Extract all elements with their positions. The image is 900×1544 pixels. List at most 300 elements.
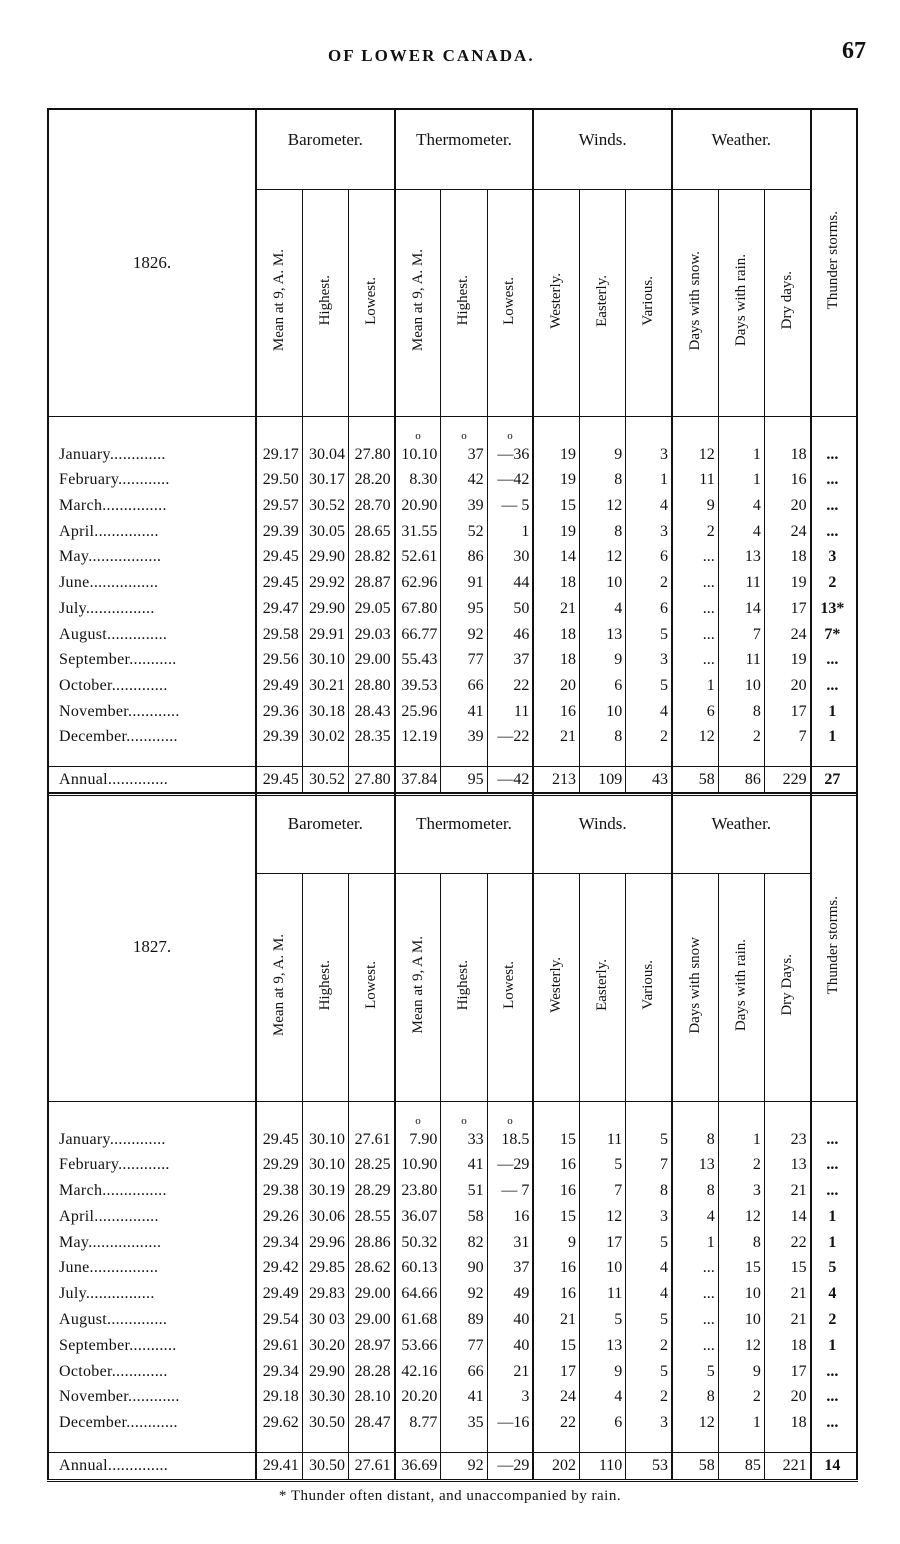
data-cell: 23.80 [395,1178,441,1204]
data-cell: 4 [718,493,764,519]
data-cell: 28.65 [348,519,394,545]
month-label: February............ [59,471,170,489]
data-cell: 13 [580,1333,626,1359]
data-cell: 95 [441,596,487,622]
data-cell: 10 [580,1256,626,1282]
data-cell: 9 [533,1230,579,1256]
annual-row [48,1452,857,1480]
data-cell: 66 [441,673,487,699]
data-cell: 29.17 [256,442,302,468]
data-cell: 92 [441,1281,487,1307]
data-cell: 86 [441,545,487,571]
data-cell: 42.16 [395,1359,441,1385]
data-cell: 13 [672,1152,718,1178]
data-cell: 27.61 [348,1452,394,1480]
data-cell: 18 [533,622,579,648]
data-cell: 17 [533,1359,579,1385]
data-cell: 28.86 [348,1230,394,1256]
thunder-cell: ... [811,442,857,468]
data-cell: 29.39 [256,725,302,751]
data-cell: 12 [672,725,718,751]
data-cell: 29.83 [302,1281,348,1307]
data-cell: 92 [441,1452,487,1480]
month-label: May................. [59,548,162,566]
month-label: July................ [59,1285,155,1303]
data-cell: ... [672,622,718,648]
annual-row [48,766,857,794]
data-cell: 66 [441,1359,487,1385]
data-cell: —16 [487,1410,533,1436]
data-cell: 1 [672,1230,718,1256]
table-row [48,1333,857,1359]
month-label: Annual.............. [48,1452,256,1480]
data-cell: 2 [718,1384,764,1410]
data-cell: 8 [672,1127,718,1153]
data-cell: 19 [533,467,579,493]
data-cell: 30.06 [302,1204,348,1230]
data-cell: 3 [487,1384,533,1410]
data-cell: 15 [718,1256,764,1282]
data-cell: 40 [487,1333,533,1359]
data-cell: 21 [533,1307,579,1333]
table-row [48,1256,857,1282]
data-cell: 12.19 [395,725,441,751]
data-cell: 22 [487,673,533,699]
year-label: 1827. [48,793,256,1101]
data-cell: 58 [672,766,718,794]
data-cell: 18 [533,570,579,596]
data-cell: 37.84 [395,766,441,794]
column-header: Lowest. [362,961,379,1010]
data-cell: 51 [441,1178,487,1204]
data-cell: 5 [626,1359,672,1385]
data-cell: 8 [718,699,764,725]
data-cell: 8 [580,519,626,545]
data-cell: 6 [580,1410,626,1436]
data-cell: 110 [580,1452,626,1480]
data-cell: 77 [441,647,487,673]
data-cell: 29.50 [256,467,302,493]
table-row [48,1127,857,1153]
data-cell: 20 [764,673,810,699]
table-row [48,1410,857,1436]
month-label: August.............. [59,1311,168,1328]
year-label: 1826. [48,109,256,417]
data-cell: 50.32 [395,1230,441,1256]
data-cell: 5 [626,1230,672,1256]
data-cell: 5 [672,1359,718,1385]
data-cell: 30.52 [302,766,348,794]
month-label: June................ [59,1259,159,1277]
data-cell: 11 [580,1127,626,1153]
table-1827-wrapper [47,792,858,1482]
thunder-cell: 3 [811,545,857,571]
data-cell: 8 [580,467,626,493]
data-cell: 29.49 [256,1281,302,1307]
thunder-cell: 7* [811,622,857,648]
data-cell: 29.45 [256,766,302,794]
month-label: January............. [59,445,166,463]
data-cell: 16 [533,1281,579,1307]
data-cell: 30 03 [302,1307,348,1333]
month-label: April............... [59,1207,159,1225]
month-label: September........... [59,1336,177,1354]
data-cell: 28.20 [348,467,394,493]
table-row [48,493,857,519]
data-cell: 37 [487,647,533,673]
footnote: * Thunder often distant, and unaccompanied by rain. [278,1488,622,1504]
data-cell: 2 [626,1333,672,1359]
weather-group-header: Weather. [672,109,811,190]
column-header: Mean at 9, A. M. [270,249,287,352]
data-cell: 30.18 [302,699,348,725]
data-cell: 29.39 [256,519,302,545]
data-cell: 6 [626,596,672,622]
data-cell: 29.91 [302,622,348,648]
column-header: Westerly. [548,957,565,1013]
data-cell: 95 [441,766,487,794]
thunder-storms-header: Thunder storms. [825,211,842,310]
table-row [48,1230,857,1256]
table-row [48,647,857,673]
data-cell: 9 [580,1359,626,1385]
data-cell: 17 [764,1359,810,1385]
data-cell: 10 [718,673,764,699]
data-cell: 90 [441,1256,487,1282]
thunder-cell: 1 [811,1204,857,1230]
data-cell: 6 [580,673,626,699]
data-cell: 3 [626,647,672,673]
data-cell: 20 [764,1384,810,1410]
data-cell: 16 [533,1152,579,1178]
thunder-cell: 1 [811,1333,857,1359]
data-cell: 11 [487,699,533,725]
thermometer-group-header: Thermometer. [395,793,534,874]
data-cell: 15 [764,1256,810,1282]
data-cell: 23 [764,1127,810,1153]
data-cell: 29.92 [302,570,348,596]
data-cell: 29.96 [302,1230,348,1256]
data-cell: 28.87 [348,570,394,596]
data-cell: — 5 [487,493,533,519]
thunder-storms-header: Thunder storms. [825,895,842,995]
data-cell: 9 [718,1359,764,1385]
data-cell: 21 [487,1359,533,1385]
table-row [48,1204,857,1230]
data-cell: 30.50 [302,1452,348,1480]
data-cell: 1 [487,519,533,545]
month-label: Annual.............. [48,766,256,794]
data-cell: 22 [533,1410,579,1436]
data-cell: 33 [441,1127,487,1153]
data-cell: 10 [718,1281,764,1307]
data-cell: 27.80 [348,766,394,794]
month-label: August.............. [59,625,168,643]
data-cell: 20.90 [395,493,441,519]
data-cell: 29.03 [348,622,394,648]
data-cell: 28.62 [348,1256,394,1282]
data-cell: 29.38 [256,1178,302,1204]
data-cell: 36.69 [395,1452,441,1480]
data-cell: 29.34 [256,1359,302,1385]
data-cell: 29.34 [256,1230,302,1256]
data-cell: 9 [672,493,718,519]
data-cell: 28.70 [348,493,394,519]
column-header: Lowest. [501,961,518,1010]
month-label: December............ [59,728,178,746]
data-cell: ... [672,1307,718,1333]
data-cell: ... [672,1281,718,1307]
data-cell: 3 [626,1410,672,1436]
data-cell: 11 [718,570,764,596]
month-label: September........... [59,651,177,669]
thunder-cell: 4 [811,1281,857,1307]
data-cell: 1 [718,1127,764,1153]
data-cell: 28.82 [348,545,394,571]
degree-mark: o [487,1101,533,1126]
data-cell: ... [672,1333,718,1359]
data-cell: 13 [580,622,626,648]
thunder-cell: 2 [811,1307,857,1333]
data-cell: 29.29 [256,1152,302,1178]
data-cell: 27.61 [348,1127,394,1153]
data-cell: 8 [672,1178,718,1204]
data-cell: 2 [718,725,764,751]
data-cell: 41 [441,699,487,725]
data-cell: ... [672,647,718,673]
data-cell: 67.80 [395,596,441,622]
data-cell: 4 [580,1384,626,1410]
data-cell: 46 [487,622,533,648]
column-header: Mean at 9, A. M. [270,934,287,1037]
data-cell: 25.96 [395,699,441,725]
thunder-cell: ... [811,647,857,673]
data-cell: 29.57 [256,493,302,519]
data-cell: 28.35 [348,725,394,751]
table-row [48,570,857,596]
data-cell: ... [672,1256,718,1282]
data-cell: 10 [580,570,626,596]
data-cell: 66.77 [395,622,441,648]
data-cell: —29 [487,1152,533,1178]
data-cell: 29.00 [348,1281,394,1307]
thunder-cell: 13* [811,596,857,622]
data-cell: 5 [626,1307,672,1333]
data-cell: 20.20 [395,1384,441,1410]
column-header: Easterly. [594,959,611,1012]
data-cell: 24 [764,622,810,648]
data-cell: 29.47 [256,596,302,622]
winds-group-header: Winds. [533,109,672,190]
data-cell: 30.10 [302,1127,348,1153]
data-cell: 60.13 [395,1256,441,1282]
data-cell: 3 [626,1204,672,1230]
data-cell: 29.18 [256,1384,302,1410]
table-row [48,596,857,622]
data-cell: 12 [580,493,626,519]
data-cell: 21 [764,1281,810,1307]
data-cell: 16 [487,1204,533,1230]
thunder-cell: ... [811,673,857,699]
data-cell: 4 [580,596,626,622]
table-row [48,673,857,699]
degree-mark: o [395,1101,441,1126]
weather-table-1826 [47,108,858,796]
data-cell: 30.10 [302,1152,348,1178]
thunder-cell: ... [811,1359,857,1385]
thunder-cell: 2 [811,570,857,596]
data-cell: 5 [626,673,672,699]
data-cell: 30.30 [302,1384,348,1410]
data-cell: 9 [580,647,626,673]
data-cell: 7 [764,725,810,751]
data-cell: 3 [626,519,672,545]
month-label: November............ [59,1388,180,1406]
page-number: 67 [842,38,866,64]
data-cell: 8 [718,1230,764,1256]
data-cell: 109 [580,766,626,794]
data-cell: 15 [533,1204,579,1230]
data-cell: 8 [580,725,626,751]
data-cell: 28.29 [348,1178,394,1204]
data-cell: 28.47 [348,1410,394,1436]
data-cell: 30 [487,545,533,571]
data-cell: 29.42 [256,1256,302,1282]
data-cell: 58 [672,1452,718,1480]
data-cell: 8.30 [395,467,441,493]
column-header: Days with rain. [732,939,749,1032]
month-label: October............. [59,1362,168,1380]
thunder-cell: 1 [811,1230,857,1256]
data-cell: 12 [672,1410,718,1436]
thermometer-group-header: Thermometer. [395,109,534,190]
data-cell: 7.90 [395,1127,441,1153]
data-cell: 29.85 [302,1256,348,1282]
data-cell: 10 [580,699,626,725]
data-cell: 16 [764,467,810,493]
data-cell: 16 [533,1178,579,1204]
month-label: December............ [59,1414,178,1432]
month-label: October............. [59,676,168,694]
degree-mark: o [441,1101,487,1126]
month-label: May................. [59,1233,162,1251]
data-cell: 5 [626,622,672,648]
data-cell: 53.66 [395,1333,441,1359]
data-cell: 14 [718,596,764,622]
data-cell: 28.28 [348,1359,394,1385]
table-row [48,545,857,571]
table-row [48,1152,857,1178]
column-header: Dry Days. [778,954,795,1016]
data-cell: 9 [580,442,626,468]
column-header: Various. [640,960,657,1010]
table-row [48,622,857,648]
data-cell: 2 [626,725,672,751]
thunder-cell: 14 [811,1452,857,1480]
data-cell: 2 [718,1152,764,1178]
data-cell: 29.61 [256,1333,302,1359]
data-cell: 15 [533,493,579,519]
data-cell: 4 [718,519,764,545]
data-cell: 53 [626,1452,672,1480]
data-cell: 18 [533,647,579,673]
data-cell: 4 [626,493,672,519]
column-header: Highest. [316,959,333,1011]
column-header: Easterly. [594,274,611,327]
data-cell: 15 [533,1127,579,1153]
data-cell: 213 [533,766,579,794]
data-cell: 31 [487,1230,533,1256]
data-cell: 29.90 [302,1359,348,1385]
data-cell: 10 [718,1307,764,1333]
data-cell: 8.77 [395,1410,441,1436]
winds-group-header: Winds. [533,793,672,874]
column-header: Mean at 9, A M. [409,936,426,1034]
data-cell: 39.53 [395,673,441,699]
data-cell: 3 [718,1178,764,1204]
data-cell: 36.07 [395,1204,441,1230]
data-cell: 30.21 [302,673,348,699]
data-cell: 20 [764,493,810,519]
degree-mark: o [395,417,441,442]
data-cell: 2 [626,1384,672,1410]
data-cell: 1 [672,673,718,699]
data-cell: 12 [718,1333,764,1359]
data-cell: 28.97 [348,1333,394,1359]
data-cell: 42 [441,467,487,493]
degree-mark: o [487,417,533,442]
column-header: Highest. [316,275,333,326]
thunder-cell: ... [811,1152,857,1178]
column-header: Highest. [455,275,472,326]
table-row [48,1281,857,1307]
data-cell: ... [672,596,718,622]
thunder-cell: ... [811,519,857,545]
data-cell: 37 [441,442,487,468]
data-cell: 24 [764,519,810,545]
month-label: April............... [59,522,159,540]
column-header: Westerly. [548,272,565,329]
table-row [48,442,857,468]
data-cell: 12 [718,1204,764,1230]
data-cell: 14 [533,545,579,571]
running-title: OF LOWER CANADA. [328,46,535,65]
data-cell: 30.20 [302,1333,348,1359]
data-cell: 11 [718,647,764,673]
data-cell: 35 [441,1410,487,1436]
data-cell: 10.10 [395,442,441,468]
table-row [48,699,857,725]
data-cell: 21 [533,725,579,751]
data-cell: 21 [533,596,579,622]
data-cell: 5 [626,1127,672,1153]
data-cell: 55.43 [395,647,441,673]
table-row [48,725,857,751]
table-row [48,1359,857,1385]
data-cell: 39 [441,725,487,751]
data-cell: 18 [764,442,810,468]
data-cell: 29.00 [348,1307,394,1333]
table-row [48,1178,857,1204]
data-cell: 2 [626,570,672,596]
weather-group-header: Weather. [672,793,811,874]
data-cell: 29.45 [256,1127,302,1153]
data-cell: 202 [533,1452,579,1480]
data-cell: 30.10 [302,647,348,673]
column-header: Days with snow [686,936,703,1034]
column-header: Lowest. [362,276,379,325]
thunder-cell: ... [811,493,857,519]
